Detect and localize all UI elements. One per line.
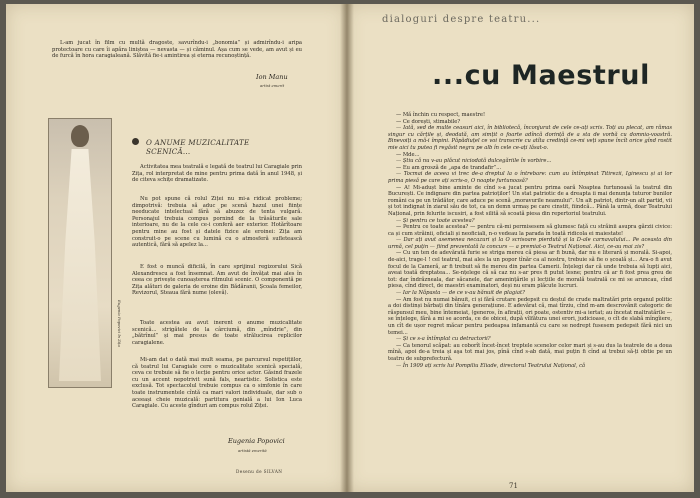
- role-ion-manu: artist emerit: [260, 83, 285, 88]
- photo-dress: [59, 149, 101, 381]
- dialogue-line: — Eu am grosză de „apa de trandafir”...: [396, 164, 502, 171]
- dialogue-line: — Și ce s-a întîmplat cu detractorii?: [396, 336, 491, 343]
- left-para-5: Mi-am dat o dată mai mult seama, pe parcursul repetițiilor, că teatrul lui Caragiale cere o muzicalitate scenică specială, ceva ce trebuie să fie o lecție pentru orice actor. Găsind frazele cu un accent nepotrivit sună fals, neartistic. Solistica este exclusă. Tot spectacolul trebuie compus ca o simfonie în care toate instrumentele cîntă ca mari valori individuale, dar sub o aceeași cheie muzicală: partitura genială a lui Ion Luca Caragiale. Cu aceste gînduri am compus rolul Ziței.: [132, 357, 302, 410]
- dialogue-line: — Pentru ce toate acestea? — pentru că-mi permisesem să glumesc față cu străinii asupra gărzii civice: ca și cum străinii, oficiali și neoficiali, n-o vedeau la parada în toată ridicola ei maiestate!: [388, 224, 672, 237]
- dialogue-line: — Mă închin cu respect, maestre!: [396, 112, 486, 118]
- role-eugenia-popovici: artistă emerită: [238, 448, 267, 453]
- section-heading: O ANUME MUZICALITATE SCENICĂ...: [146, 138, 250, 156]
- dialogue-line: — Am fost nu numai bănuit, ci și fără crutare pedepsit cu deștul de crude maltratări prin organul politic a doi distinși bărbați din tînăra generațiune. E adevărat că, mai tîrziu, cînd m-am descrovănit categoric de răspunsul meu, bine întemeiat, (generos, în afirații, ori poate, ostentiv mi-a iertat; au încetat maltratările — se înțelege, fără a mi se acorda, ce de obicei, după vîlfătura unei erori, judicioase, o cît de slabă mîngîiere, un cît de ușor regret măcar pentru pedeapsa infamantă cu care se nedrept fusesem pedepsit fără nici un temei...: [388, 296, 672, 336]
- dialogue-line: — A! Mi-adușt bine aminte de cînd s-a jucat pentru prima oară Noaptea furtunoasă la teatrul din București. Ce indignare din partea patrioților! Un stat patriotic de a dreapta ii mai denunța tuturor bunilor români ca pe un trădător, care aduce pe scenă „moravurile neamului”. Un alt patriot, dintr-un alt partid, vii și tot indignat în ziarul său de tot, ca un demn urmaș pe care cinstit, fiindcă... Până la urmă, doar Teatrului Național, prin felurite iscusiri, a fost silită să scoată piesa din repertoriul teatrului.: [388, 184, 672, 217]
- drawing-credit: Desenu de SILVAN: [236, 469, 283, 474]
- dialogue-line: — Mde...: [396, 151, 420, 158]
- dialogue-line: — Dar ați avut asemenea necazuri și la O scrisoare pierdută și la D-ale carnavalului... Pe aceasta din urmă, cel puțin — fiind prezentată la concurs — a premiat-o Teatrul Național. Aici, ce-au mai zis?: [388, 237, 672, 250]
- dialogue-line: — Ca tenorul scăpat: au coborît încet-încet treptele scenelor celor mari și s-au dus la teatrele de a doua mînă, apoi de-a treia și aşa tot mai jos, pînă cînd s-ab dată, mai puțin fi cînd ai trebui să-ți obtie pe un teatru de subprefectură.: [388, 342, 672, 362]
- dialogue-line: — Știu că nu v-au plăcut niciodată dulcegăriile în vorbire...: [396, 158, 552, 165]
- left-para-3: E fost o muncă dificilă, în care sprijinul regizorului Sică Alexandrescu a fost însemnat. Am avut de învățat mai ales în ceea ce privește cunoașterea ritmului scenic. O componentă pe Zița alături de galeria de eroine din Bădăranii, Școala femeilor, Revizorul, Steaua fără nume (olevă).: [132, 264, 302, 297]
- signature-eugenia-popovici: Eugenia Popovici: [228, 437, 285, 445]
- photo-caption-text: Eugenia Popovici în Zița: [117, 300, 122, 347]
- page-title: ...cu Maestrul: [432, 60, 650, 91]
- signature-ion-manu: Ion Manu: [256, 73, 288, 81]
- left-intro-text: L-am jucat în film cu multă dragoste, savurîndu-i „bonomia” și admirîndu-i aripa protectoare cu care îi apăra liniștea — nevasta — și căminul. Așa cum se vede, am avut și eu de furcă în hora caragialeană. Slăvită fie-i amintirea și eterna recunoștință.: [52, 40, 302, 60]
- left-para-2: Nu pot spune că rolul Ziței nu mi-a ridicat probleme; dimpotrivă: trebuia să aduc pe scenă hazul unei ființe needucate intelectual fără să abuzez de tenta vulgară. Personajul trebuia compus pornind de la trăsăturile sale interioare, nu de la cele ce-i conferă aer exterior. Hotărîtoare pentru mine au fost și datele fizice ale eroinei: Zița am construit-o pe scene cu lumină cu o atmosferă sufletească autentică, fără să apelez la...: [132, 196, 302, 249]
- dialogue-line: — Iată, sed de multe ceasuri aici, în bibliotecă, înconjurat de cele ce-ați scris. Toți au plecat, am rămas singur cu cărțile și, deodată, am simțit o foarte adîncă dorință de a sta de vorbă cu domnia-voastră. Binevoiți a mă-i împini. Păpădiuțel ce voi transcrie cu atîta credință ce-mi veți spune încît orice gînd rostit mie aici tu putea fi regăsit negru pe alb în cele ce-ați lăsat-o.: [388, 125, 672, 151]
- page-number: 71: [509, 482, 518, 490]
- dialogue-line: — Tocmai de aceea vi trec de-a dreptul la o întrebare: cum au întîmpinat Titirezii, Iginescu și ai lor prima piesă pe care ați scris-o, O noapte furtunoasă?: [388, 171, 672, 184]
- heading-bullet-icon: [132, 138, 139, 145]
- dialogue-line: — Cu un ten de adevărată furie se striga mereu că piesa ar fi bună, dar nu e literară și morală. Si-apoi, de-aici, trage-l ! cel teatrul, mai ales la un popor tînăr ca al nostru, trebuie să fie o școală și... Ara-o fi avut focul de la Cameră, ar fi trebuit să fie mereu din partea Camerii. Înțelegi dar că unde trebuia să lupți aici, aveai toată dreptatea... Se-nțelege că să caz nu s-ar pres fi putut lesne; pentru că ar fi fost prea greu de tot: dar îndrăzneala, dar săcanele, dar amenințările și lecțiile de morală teatrală ce mi se aruncau, cînd piesa, cînd direct, de maestri examinatori, deși nu eram plăcute lucruri.: [388, 250, 672, 290]
- dialogue-line: — Și pentru ce toate acestea?: [396, 217, 475, 224]
- dialogue-block: [388, 112, 672, 369]
- section-kicker: dialoguri despre teatru...: [382, 14, 541, 25]
- book-gutter: [340, 4, 354, 492]
- left-para-1: Activitatea mea teatrală e legată de teatrul lui Caragiale prin Zița, rol interpretat de mine pentru prima dată în anul 1948, și de citeva schițe dramatizate.: [132, 164, 302, 184]
- actress-photo: [48, 118, 112, 388]
- photo-caption: [112, 300, 124, 390]
- dialogue-line: — Ce dorești, stimabile?: [396, 118, 461, 125]
- left-para-4: Toate acestea au avut inerent o anume muzicalitate scenică... strigătele de la cârciumă, din „mîndrie”, din „bătrînul” și mai presus de toate strălucirea replicilor caragialene.: [132, 320, 302, 346]
- dialogue-line: — În 1909 ați scris lui Pompiliu Eliade, directorul Teatrului Național, că: [396, 362, 586, 369]
- photo-head: [71, 125, 89, 147]
- dialogue-line: — Iar la Năpasta — de ce v-au bănuit de plagiat?: [396, 290, 525, 297]
